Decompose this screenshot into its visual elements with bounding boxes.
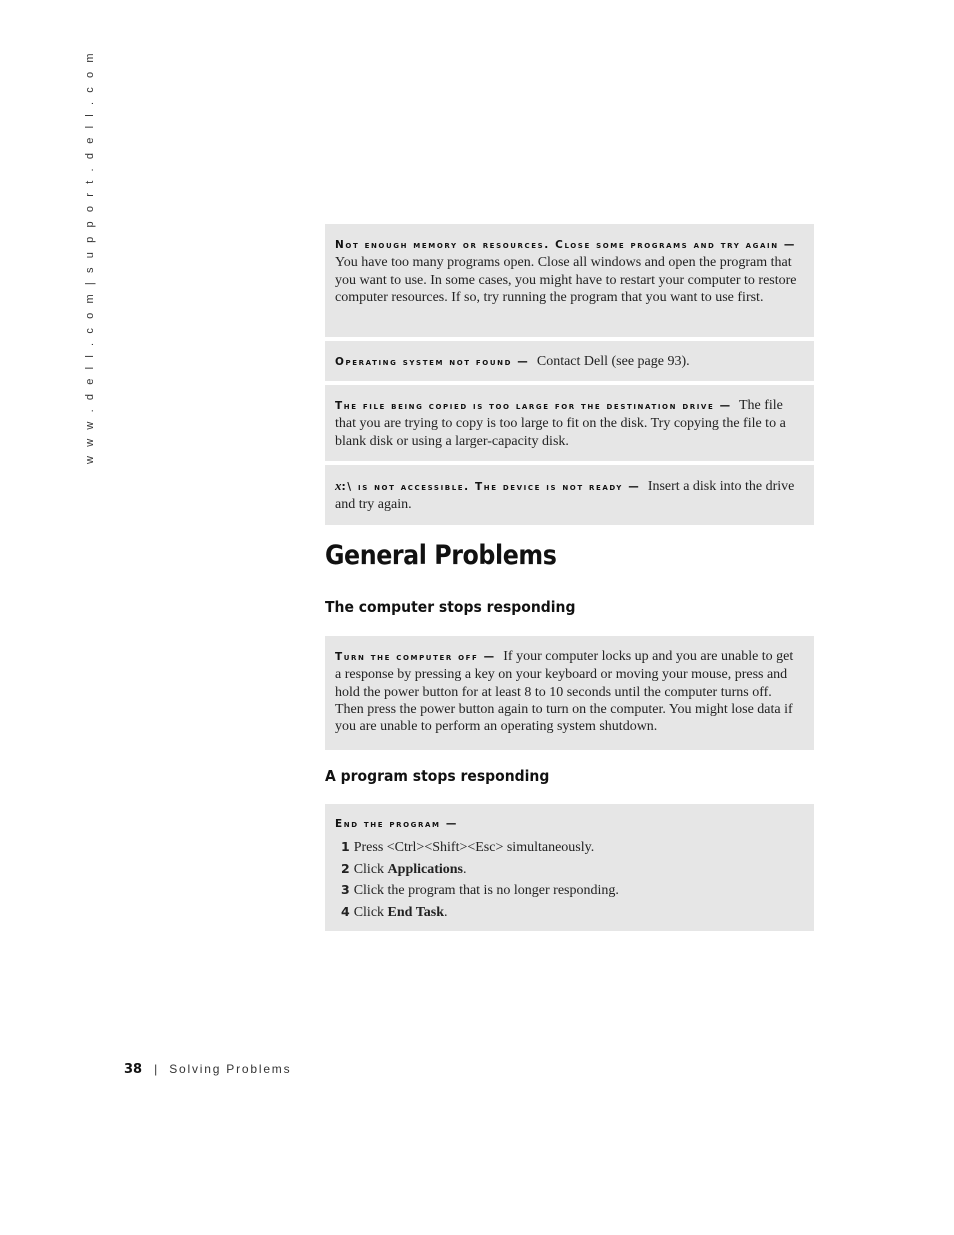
page-number: 38 (124, 1062, 143, 1077)
tip-memory-text: You have too many programs open. Close all windows and open the program that you want to use. In some cases, you might have to restart your computer to restore computer resources. If so, try running the program that you want to use first. (335, 255, 797, 305)
step-text: Click (353, 904, 388, 920)
step-suffix: . (463, 861, 467, 877)
tip-os-heading: Operating system not found — (335, 356, 530, 368)
tip-device-drive: x (335, 478, 342, 493)
step-item (341, 880, 802, 902)
tip-file-heading: The file being copied is too large for the destination drive — (335, 400, 732, 412)
tip-device-text: Insert a disk into the drive and try again. (335, 479, 795, 513)
footer-separator: | (154, 1062, 158, 1076)
step-item (341, 859, 802, 881)
tip-end-program (325, 804, 814, 931)
tip-end-program-heading: End the program — (335, 818, 458, 830)
section-title: General Problems (325, 540, 557, 571)
tip-turn-off-heading: Turn the computer off — (335, 651, 496, 663)
subsection-title-program: A program stops responding (325, 767, 550, 785)
tip-file (325, 385, 814, 461)
tip-turn-off (325, 636, 814, 750)
page-footer (124, 1062, 291, 1077)
step-bold: Applications (387, 861, 464, 877)
step-number: 2 (341, 860, 350, 876)
tip-device-heading: :\ is not accessible. The device is not ready — (341, 481, 641, 493)
subsection-title-computer: The computer stops responding (325, 598, 576, 616)
step-item (341, 837, 802, 859)
tip-device (325, 465, 814, 525)
step-text: Click the program that is no longer responding. (353, 883, 619, 899)
tip-os (325, 341, 814, 381)
tip-os-text: Contact Dell (see page 93). (536, 354, 690, 369)
step-item (341, 902, 802, 924)
step-text: Click (353, 861, 388, 877)
tip-turn-off-text: If your computer locks up and you are unable to get a response by pressing a key on your keyboard or moving your mouse, press and hold the power button for at least 8 to 10 seconds until the computer turns off. Then press the power button again to turn on the computer. You might lose data if you are unable to perform an operating system shutdown. (335, 649, 794, 735)
tip-file-text: The file that you are trying to copy is too large to fit on the disk. Try copying the file to a blank disk or using a larger-capacity disk. (335, 398, 786, 449)
step-text: Press <Ctrl><Shift><Esc> simultaneously. (353, 840, 595, 856)
step-suffix: . (444, 904, 448, 920)
tip-memory-heading: Not enough memory or resources. Close some programs and try again — (335, 239, 797, 251)
tip-memory (325, 224, 814, 337)
step-number: 3 (341, 882, 350, 898)
step-number: 1 (341, 839, 350, 855)
chapter-title: Solving Problems (169, 1062, 292, 1076)
side-url: w w w . d e l l . c o m | s u p p o r t . d e l l . c o m (84, 50, 96, 464)
step-list (341, 837, 802, 923)
step-number: 4 (341, 903, 350, 919)
step-bold: End Task (387, 904, 444, 920)
